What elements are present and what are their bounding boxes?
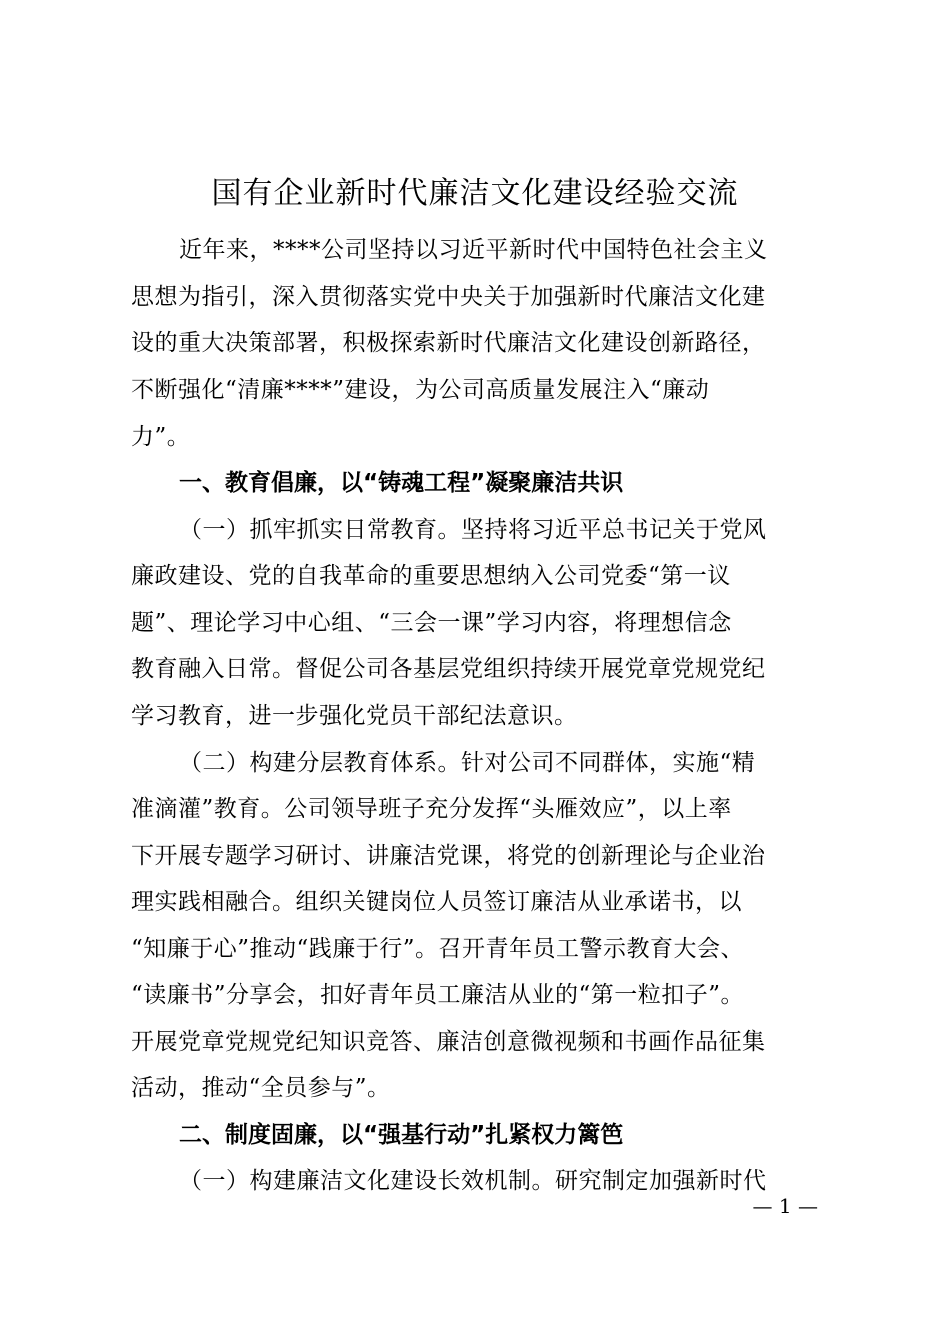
body-line: 活动，推动“全员参与”。 [131, 1075, 391, 1101]
body-line: 准滴灌”教育。公司领导班子充分发挥“头雁效应”，以上率 [131, 796, 732, 822]
intro-line: 思想为指引，深入贯彻落实党中央关于加强新时代廉洁文化建 [131, 284, 766, 310]
body-line: 开展党章党规党纪知识竞答、廉洁创意微视频和书画作品征集 [131, 1029, 766, 1055]
document-title: 国有企业新时代廉洁文化建设经验交流 [211, 176, 739, 211]
intro-line: 不断强化“清廉****”建设，为公司高质量发展注入“廉动 [131, 377, 710, 403]
body-line: （一）抓牢抓实日常教育。坚持将习近平总书记关于党风 [179, 517, 767, 543]
body-line: “知廉于心”推动“践廉于行”。召开青年员工警示教育大会、 [131, 936, 745, 962]
section-heading: 二、制度固廉，以“强基行动”扎紧权力篱笆 [179, 1122, 624, 1148]
intro-line: 设的重大决策部署，积极探索新时代廉洁文化建设创新路径， [131, 330, 766, 356]
intro-line: 近年来，****公司坚持以习近平新时代中国特色社会主义 [179, 237, 768, 263]
body-line: 下开展专题学习研讨、讲廉洁党课，将党的创新理论与企业治 [131, 843, 766, 869]
body-line: 学习教育，进一步强化党员干部纪法意识。 [131, 703, 578, 729]
body-line: 理实践相融合。组织关键岗位人员签订廉洁从业承诺书，以 [131, 889, 742, 915]
intro-line: 力”。 [131, 424, 191, 450]
body-line: “读廉书”分享会，扣好青年员工廉洁从业的“第一粒扣子”。 [131, 982, 745, 1008]
body-line: （二）构建分层教育体系。针对公司不同群体，实施“精 [179, 750, 756, 776]
section-heading: 一、教育倡廉，以“铸魂工程”凝聚廉洁共识 [179, 470, 624, 496]
body-line: 题”、理论学习中心组、“三会一课”学习内容，将理想信念 [131, 610, 732, 636]
body-line: （一）构建廉洁文化建设长效机制。研究制定加强新时代 [179, 1168, 767, 1194]
page-number: — 1 — [752, 1194, 818, 1218]
body-line: 教育融入日常。督促公司各基层党组织持续开展党章党规党纪 [131, 656, 766, 682]
body-line: 廉政建设、党的自我革命的重要思想纳入公司党委“第一议 [131, 563, 731, 589]
